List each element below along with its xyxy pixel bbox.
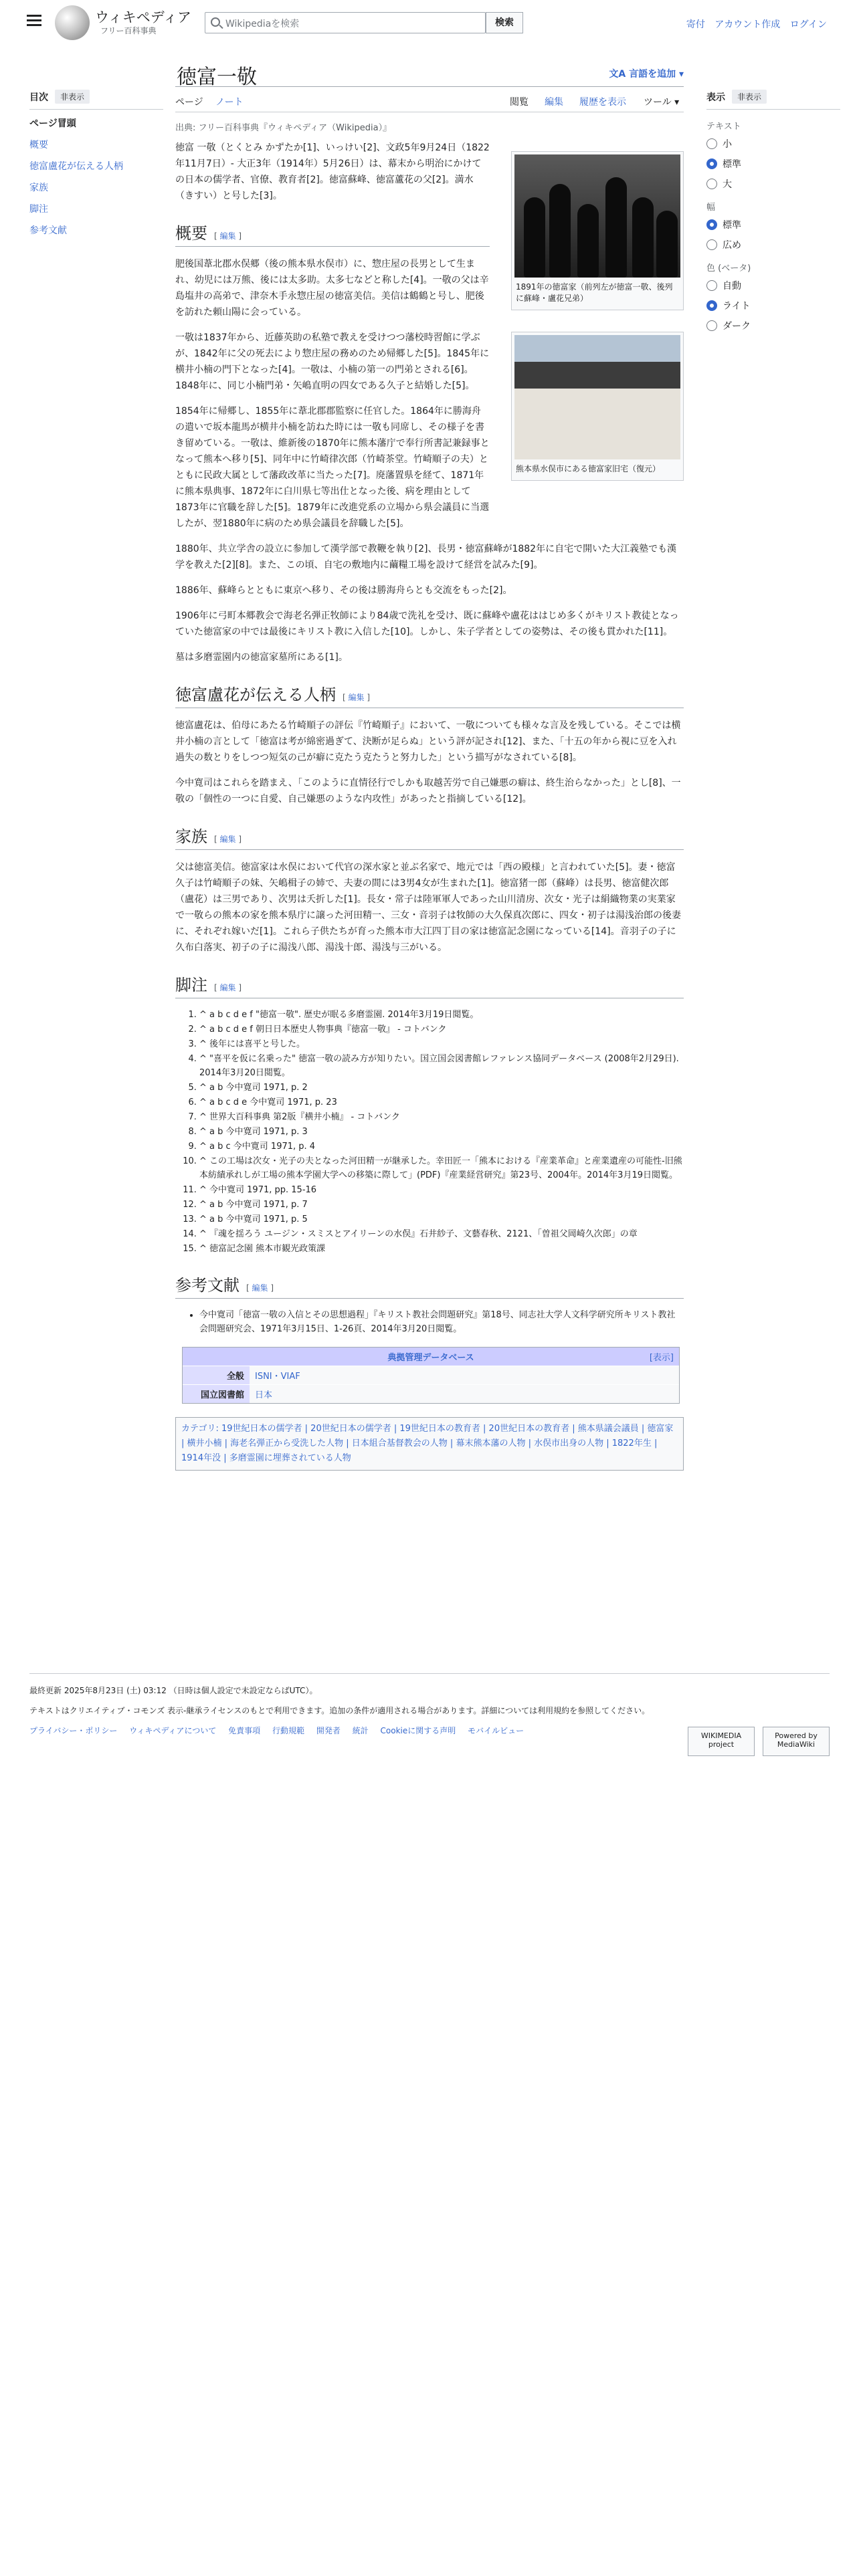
toc-item-overview[interactable]: 概要: [29, 140, 48, 150]
create-account-link[interactable]: アカウント作成: [714, 19, 781, 30]
appearance-title: 表示: [706, 92, 725, 103]
radio-text-standard[interactable]: 標準: [706, 157, 840, 171]
note-item[interactable]: 15. ^ 徳富記念園 熊本市観光政策課: [199, 1242, 684, 1256]
footer: [29, 1673, 830, 1749]
radio-text-small[interactable]: 小: [706, 137, 840, 150]
radio-color-light[interactable]: ライト: [706, 299, 840, 312]
tab-tools[interactable]: ツール ▾: [644, 97, 680, 108]
logo-subtitle: フリー百科事典: [100, 26, 157, 35]
appearance-header: [706, 90, 840, 104]
note-item[interactable]: 10. ^ この工場は次女・光子の夫となった河田精一が継承した。幸田匠一「熊本における『産業革命』と産業遺産の可能性-旧熊本紡績承れしが工場の熊本学園大学への移築に際して」(PDF)『産業経営研究』第23号、2004年。2014年3月19日閲覧。: [199, 1154, 684, 1182]
note-item[interactable]: 5. ^ a b 今中寛司 1971, p. 2: [199, 1081, 684, 1095]
paragraph: 徳富盧花は、伯母にあたる竹崎順子の評伝『竹崎順子』において、一敬についても様々な言及を残している。そこでは横井小楠の言として「徳富は考が綿密過ぎて、決断が足らぬ」という評が記され[12]、また、「十五の年から視に豆を入れ過失の数とりをしつつ短気の己が癖に克たう克たうと努力した」という描写がなされている[8]。: [175, 720, 681, 763]
toc-title: 目次: [29, 92, 48, 103]
radio-icon: [706, 239, 717, 250]
section-heading-overview: 概要 [ 編集 ]: [175, 220, 490, 247]
width-label: 幅: [706, 203, 716, 213]
figure-caption: 熊本県水俣市にある徳富家旧宅（復元）: [516, 464, 661, 473]
main-menu-icon[interactable]: [27, 15, 41, 27]
page-title: 徳富一敬: [177, 66, 257, 89]
paragraph: 今中寛司はこれらを踏まえ、「このように直情径行でしかも取越苦労で自己嫌悪の癖は、終生治らなかった」とし[8]、一敬の「個性の一つに自愛、自己嫌悪のような内攻性」があったと指摘している[12]。: [175, 778, 681, 804]
user-links: [680, 17, 827, 31]
title-row: [175, 53, 684, 87]
site-header: [0, 0, 859, 43]
radio-width-wide[interactable]: 広め: [706, 238, 840, 251]
footer-link[interactable]: モバイルビュー: [468, 1726, 524, 1735]
text-column: [175, 140, 490, 532]
authority-label: 国立図書館: [183, 1385, 250, 1403]
radio-color-dark[interactable]: ダーク: [706, 319, 840, 332]
edit-link[interactable]: 編集: [219, 231, 236, 241]
toc-item-family[interactable]: 家族: [29, 183, 48, 193]
note-item[interactable]: 14. ^ 『魂を揺ろう ユージン・スミスとアイリーンの水俣』石井紗子、文藝春秋、2121、「曽祖父岡崎久次郎」の章: [199, 1227, 684, 1241]
add-language-button[interactable]: 文A 言語を追加 ▾: [609, 69, 684, 80]
figure-house-photo[interactable]: [511, 332, 684, 481]
search-button[interactable]: 検索: [486, 12, 523, 33]
edit-link[interactable]: 編集: [219, 835, 236, 844]
note-item[interactable]: 7. ^ 世界大百科事典 第2版『横井小楠』 - コトバンク: [199, 1110, 684, 1124]
reference-item[interactable]: • 今中寛司「徳富一敬の入信とその思想過程」『キリスト教社会問題研究』第18号、同志社大学人文科学研究所キリスト教社会問題研究会、1971年3月15日、1-26頁、2014年3月20日閲覧。: [199, 1308, 684, 1336]
footer-link[interactable]: 統計: [352, 1726, 369, 1735]
footer-link[interactable]: ウィキペディアについて: [129, 1726, 217, 1735]
paragraph: 1854年に帰郷し、1855年に葦北郡郡監察に任官した。1864年に勝海舟の遣いで坂本龍馬が横井小楠を訪ねた時には一敬も同席し、その様子を書き留めている。一敬は、維新後の1870年に熊本藩庁で奉行所書記兼録事となって熊本へ移り[5]、同年中に竹崎律次郎（竹崎茶堂。竹崎順子の夫）とともに民政大属として藩政改革に当たった[7]。廃藩置県を経て、1871年に熊本県典事、1872年に白川県七等出仕となった後、病を理由として1873年に官職を辞した[5]。1879年に改進党系の立場から県会議員に当選したが、翌1880年に病のため県会議員を辞職した[5]。: [175, 406, 490, 529]
paragraph: 1906年に弓町本郷教会で海老名弾正牧師により84歳で洗礼を受け、既に蘇峰や盧花ははじめ多くがキリスト教徒となっていた徳富家の中では最後にキリスト教に入信した[10]。しかし、朱子学者としての姿勢は、その後も貫かれた[11]。: [175, 611, 679, 637]
footer-link[interactable]: プライバシー・ポリシー: [29, 1726, 118, 1735]
radio-checked-icon: [706, 158, 717, 169]
authority-value[interactable]: ISNI・VIAF: [255, 1372, 300, 1382]
category-box: [175, 1417, 684, 1471]
tab-page[interactable]: ページ: [175, 97, 203, 108]
section-heading-references: 参考文献 [ 編集 ]: [175, 1272, 684, 1299]
note-item[interactable]: 8. ^ a b 今中寛司 1971, p. 3: [199, 1125, 684, 1139]
wikipedia-logo-icon[interactable]: [55, 5, 90, 40]
authority-toggle-button[interactable]: [表示]: [649, 1353, 674, 1363]
appearance-hide-button[interactable]: 非表示: [732, 90, 767, 104]
edit-link[interactable]: 編集: [219, 983, 236, 992]
radio-width-standard[interactable]: 標準: [706, 218, 840, 231]
color-label: 色 (ベータ): [706, 263, 751, 274]
authority-label: 全般: [183, 1366, 250, 1384]
toc-item-character[interactable]: 徳富盧花が伝える人柄: [29, 161, 123, 172]
category-links[interactable]: カテゴリ: 19世紀日本の儒学者 | 20世紀日本の儒学者 | 19世紀日本の教育者 | 20世紀日本の教育者 | 熊本県議会議員 | 徳富家 | 横井小楠 | 海老名弾正から受洗した人物 | 日本組合基督教会の人物 | 幕末熊本藩の人物 | 水俣市出身の人物 | 1822年生 | 1914年没 | 多磨霊園に埋葬されている人物: [181, 1424, 674, 1463]
footer-link[interactable]: 行動規範: [272, 1726, 305, 1735]
tab-talk[interactable]: ノート: [215, 97, 244, 108]
paragraph: 一敬は1837年から、近藤英助の私塾で教えを受けつつ藩校時習館に学ぶが、1842年に父の死去により惣庄屋の務めのため帰郷した[5]。1845年に横井小楠の門下となった[4]。一敬は、小楠の第一の門弟とされる[6]。1848年に、同じ小楠門弟・矢嶋直明の四女である久子と結婚した[5]。: [175, 332, 490, 391]
toc-item-notes[interactable]: 脚注: [29, 204, 48, 215]
footer-link[interactable]: 開発者: [316, 1726, 341, 1735]
radio-icon: [706, 320, 717, 331]
article-main: [175, 53, 684, 1471]
tab-history[interactable]: 履歴を表示: [579, 97, 626, 108]
paragraph: 肥後国葦北郡水俣郷（後の熊本県水俣市）に、惣庄屋の長男として生まれ、幼児には万熊、後には太多助。太多七などと称した[4]。一敬の父は辛島塩井の高弟で、津奈木手永惣庄屋の徳富美信。美信は鶴鶴と号し、肥後を訪れた頼山陽に会っている。: [175, 259, 489, 318]
paragraph: 1880年、共立学舎の設立に参加して漢学部で教鞭を執り[2]、長男・徳富蘇峰が1882年に自宅で開いた大江義塾でも漢学を教えた[2][8]。また、この頃、自宅の敷地内に繭糧工場を設けて経営を試みた[9]。: [175, 544, 677, 570]
radio-icon: [706, 179, 717, 189]
footer-link[interactable]: 免責事項: [228, 1726, 261, 1735]
toc-header: [29, 90, 163, 104]
paragraph: 1886年、蘇峰らとともに東京へ移り、その後は勝海舟らとも交流をもった[2]。: [175, 585, 512, 596]
radio-checked-icon: [706, 219, 717, 230]
tab-edit[interactable]: 編集: [545, 97, 563, 108]
paragraph: 墓は多磨霊園内の徳富家墓所にある[1]。: [175, 652, 348, 663]
search-input[interactable]: Wikipediaを検索: [225, 19, 300, 29]
radio-color-auto[interactable]: 自動: [706, 279, 840, 292]
search-icon: [211, 17, 220, 27]
toc-hide-button[interactable]: 非表示: [55, 90, 90, 104]
toc-item-top[interactable]: ページ冒頭: [29, 118, 76, 129]
mediawiki-badge[interactable]: Powered by MediaWiki: [763, 1727, 830, 1756]
note-item[interactable]: 11. ^ 今中寛司 1971, pp. 15-16: [199, 1183, 684, 1197]
toc-item-references[interactable]: 参考文献: [29, 225, 67, 236]
house-photo: [514, 335, 680, 459]
note-item[interactable]: 6. ^ a b c d e 今中寛司 1971, p. 23: [199, 1095, 684, 1109]
wide-column: [175, 541, 684, 1471]
tab-read[interactable]: 閲覧: [510, 97, 529, 108]
authority-header: 典拠管理データベース [表示]: [183, 1348, 679, 1366]
figure-caption: 1891年の徳富家（前列左が徳富一敬、後列に蘇峰・盧花兄弟）: [516, 282, 673, 303]
note-item[interactable]: 4. ^ "喜平を仮に名乗った" 徳富一敬の読み方が知りたい。国立国会図書館レファレンス協同データベース (2008年2月29日). 2014年3月20日閲覧。: [199, 1052, 684, 1080]
note-item[interactable]: 1. ^ a b c d e f "徳富一敬". 歴史が眠る多磨霊園. 2014年3月19日閲覧。: [199, 1008, 684, 1022]
section-heading-family: 家族 [ 編集 ]: [175, 823, 684, 850]
radio-icon: [706, 138, 717, 149]
text-size-label: テキスト: [706, 122, 741, 132]
note-item[interactable]: 13. ^ a b 今中寛司 1971, p. 5: [199, 1212, 684, 1226]
notes-list: [175, 1008, 684, 1256]
note-item[interactable]: 3. ^ 後年には喜平と号した。: [199, 1037, 684, 1051]
paragraph: 父は徳富美信。徳富家は水俣において代官の深水家と並ぶ名家で、地元では「西の殿様」と言われていた[5]。妻・徳富久子は竹崎順子の妹、矢嶋楫子の姉で、夫妻の間には3男4女が生まれた[1]。徳富猪一郎（蘇峰）は長男、徳富健次郎（盧花）は三男であり、次男は夭折した[1]。長女・常子は陸軍軍人であった山川清房、次女・光子は絹織物業の実業家で一敬らの熊本の家を熊本県庁に譲った河田精一、三女・音羽子は牧師の大久保真次郎に、四女・初子は湯浅治郎の後妻に、それぞれ嫁いだ[1]。これら子供たちが育った熊本市大江四丁目の家は徳富記念園になっている[14]。音羽子の子に久布白落実、初子の子に湯浅八郎、湯浅十郎、湯浅与三がいる。: [175, 862, 681, 953]
references-list: [175, 1308, 684, 1336]
note-item[interactable]: 9. ^ a b c 今中寛司 1971, p. 4: [199, 1140, 684, 1154]
radio-text-large[interactable]: 大: [706, 177, 840, 191]
last-updated: 最終更新 2025年8月23日 (土) 03:12 （日時は個人設定で未設定ならばUTC）。: [29, 1686, 318, 1695]
authority-control-box: [182, 1347, 680, 1404]
search-box[interactable]: [205, 12, 486, 33]
intro-paragraph: 徳富 一敬（とくとみ かずたか[1]、いっけい[2]、文政5年9月24日（1822年11月7日）- 大正3年（1914年）5月26日）は、幕末から明治にかけての日本の儒学者、官僚、教育者[2]。徳富蘇峰、徳富蘆花の父[2]。満水（きすい）と号した[3]。: [175, 142, 490, 201]
login-link[interactable]: ログイン: [789, 19, 827, 30]
authority-value[interactable]: 日本: [255, 1390, 273, 1400]
donate-link[interactable]: 寄付: [686, 19, 705, 30]
section-heading-character: 徳富盧花が伝える人柄 [ 編集 ]: [175, 681, 684, 708]
note-item[interactable]: 12. ^ a b 今中寛司 1971, p. 7: [199, 1198, 684, 1212]
page-tabs: [175, 87, 684, 112]
radio-icon: [706, 280, 717, 291]
edit-link[interactable]: 編集: [348, 693, 365, 702]
appearance-panel: [706, 90, 840, 339]
wikimedia-badge[interactable]: WIKIMEDIA project: [688, 1727, 755, 1756]
license-text: テキストはクリエイティブ・コモンズ 表示-継承ライセンスのもとで利用できます。追加の条件が適用される場合があります。詳細については利用規約を参照してください。: [29, 1706, 650, 1715]
table-of-contents: [29, 90, 163, 245]
footer-link[interactable]: Cookieに関する声明: [380, 1726, 456, 1735]
note-item[interactable]: 2. ^ a b c d e f 朝日日本歴史人物事典『徳富一敬』 - コトバンク: [199, 1023, 684, 1037]
edit-link[interactable]: 編集: [252, 1283, 268, 1293]
family-photo: [514, 154, 680, 278]
logo-title[interactable]: ウィキペディア: [95, 9, 192, 25]
section-heading-notes: 脚注 [ 編集 ]: [175, 972, 684, 998]
source-line: 出典: フリー百科事典『ウィキペディア（Wikipedia）』: [175, 123, 392, 133]
figure-family-photo[interactable]: [511, 151, 684, 310]
radio-checked-icon: [706, 300, 717, 311]
